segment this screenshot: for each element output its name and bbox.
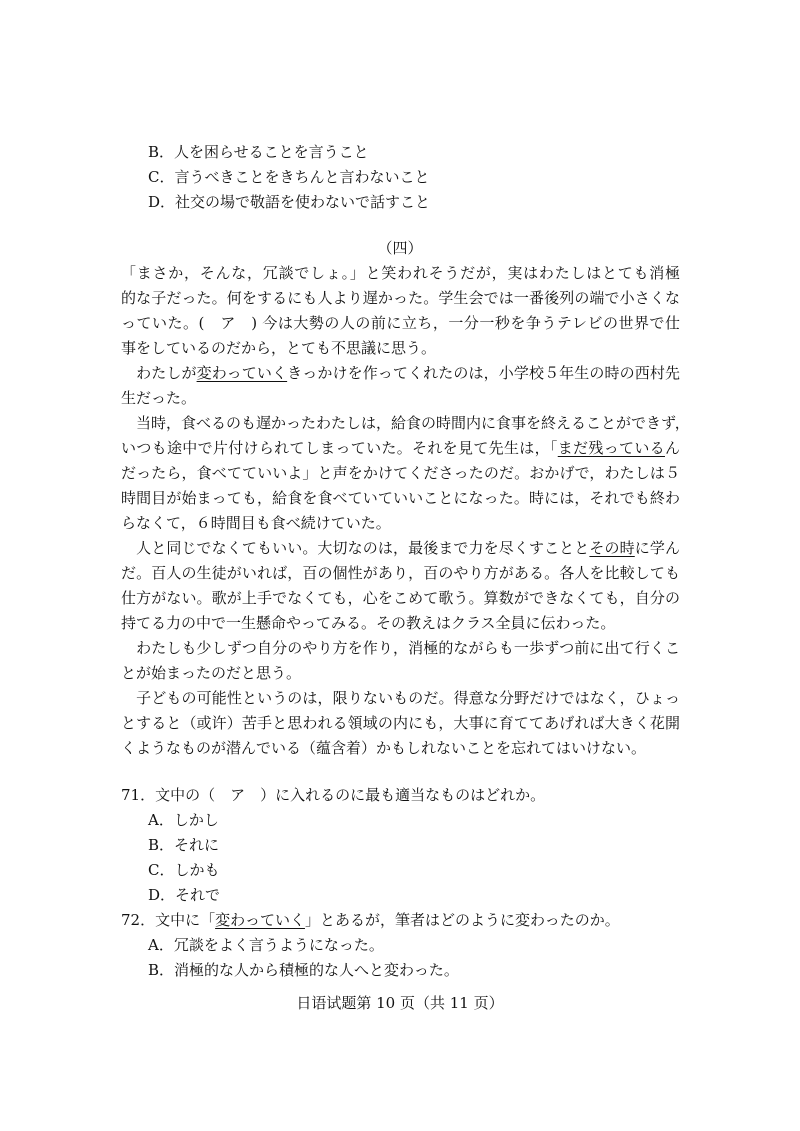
prev-option-d: D．社交の場で敬語を使わないで話すこと bbox=[148, 193, 431, 211]
passage-line: 的な子だった。何をするにも人より遅かった。学生会では一番後列の端で小さくな bbox=[121, 289, 680, 307]
passage-line: だったら，食べてていいよ」と声をかけてくださったのだ。おかげで，わたしは５ bbox=[121, 464, 680, 482]
passage-line: らなくて，６時間目も食べ続けていた。 bbox=[121, 514, 391, 532]
q72-option-b: B．消極的な人から積極的な人へと変わった。 bbox=[148, 961, 459, 979]
passage-line: だ。百人の生徒がいれば，百の個性があり，百のやり方がある。各人を比較しても bbox=[121, 564, 680, 582]
underlined-phrase-kawatteiku: 変わっていく bbox=[196, 364, 288, 382]
underlined-phrase-madanokotteiru: まだ残っている bbox=[557, 439, 665, 457]
q71-option-a: A．しかし bbox=[148, 811, 219, 829]
prev-option-c: C．言うべきことをきちんと言わないこと bbox=[148, 168, 430, 186]
passage-line: くようなものが潜んでいる（蕴含着）かもしれないことを忘れてはいけない。 bbox=[121, 739, 647, 757]
q72-option-a: A．冗談をよく言うようになった。 bbox=[148, 936, 384, 954]
passage-line: 持てる力の中で一生懸命やってみる。その教えはクラス全員に伝わった。 bbox=[121, 614, 616, 632]
passage-line: 事をしているのだから，とても不思議に思う。 bbox=[121, 339, 437, 357]
question-72: 72．文中に「変わっていく」とあるが，筆者はどのように変わったのか。 bbox=[121, 911, 620, 929]
section-title: （四） bbox=[377, 239, 423, 257]
prev-option-b: B．人を困らせることを言うこと bbox=[148, 143, 369, 161]
passage-line: とすると（或许）苦手と思われる領域の内にも，大事に育ててあげれば大きく花開 bbox=[121, 714, 680, 732]
passage-line: 子どもの可能性というのは，限りないものだ。得意な分野だけではなく，ひょっ bbox=[121, 689, 680, 707]
page-footer: 日语试题第 10 页（共 11 页） bbox=[296, 994, 504, 1012]
passage-line: わたしも少しずつ自分のやり方を作り，消極的ながらも一歩ずつ前に出て行くこ bbox=[121, 639, 680, 657]
passage-line: わたしが変わっていくきっかけを作ってくれたのは，小学校５年生の時の西村先 bbox=[121, 364, 680, 382]
passage-line: いつも途中で片付けられてしまっていた。それを見て先生は，「まだ残っているん bbox=[121, 439, 680, 457]
q71-option-b: B．それに bbox=[148, 836, 220, 854]
passage-line: 人と同じでなくてもいい。大切なのは，最後まで力を尽くすこととその時に学ん bbox=[121, 539, 680, 557]
underlined-phrase-sonotoki: その時 bbox=[589, 539, 635, 557]
passage-line: っていた。( ア ) 今は大勢の人の前に立ち，一分一秒を争うテレビの世界で仕 bbox=[121, 314, 680, 332]
passage-line: 「まさか，そんな，冗談でしょ。」と笑われそうだが，実はわたしはとても消極 bbox=[121, 264, 680, 282]
passage-line: 仕方がない。歌が上手でなくても，心をこめて歌う。算数ができなくても，自分の bbox=[121, 589, 680, 607]
passage-line: 当時，食べるのも遅かったわたしは，給食の時間内に食事を終えることができず， bbox=[121, 414, 690, 432]
passage-line: 時間目が始まっても，給食を食べていていいことになった。時には，それでも終わ bbox=[121, 489, 680, 507]
q72-underlined-phrase: 変わっていく bbox=[215, 911, 305, 929]
passage-line: 生だった。 bbox=[121, 389, 197, 407]
passage-line: とが始まったのだと思う。 bbox=[121, 664, 302, 682]
q71-option-d: D．それで bbox=[148, 886, 221, 904]
question-71: 71．文中の（ ア ）に入れるのに最も適当なものはどれか。 bbox=[121, 786, 546, 804]
q71-option-c: C．しかも bbox=[148, 861, 220, 879]
